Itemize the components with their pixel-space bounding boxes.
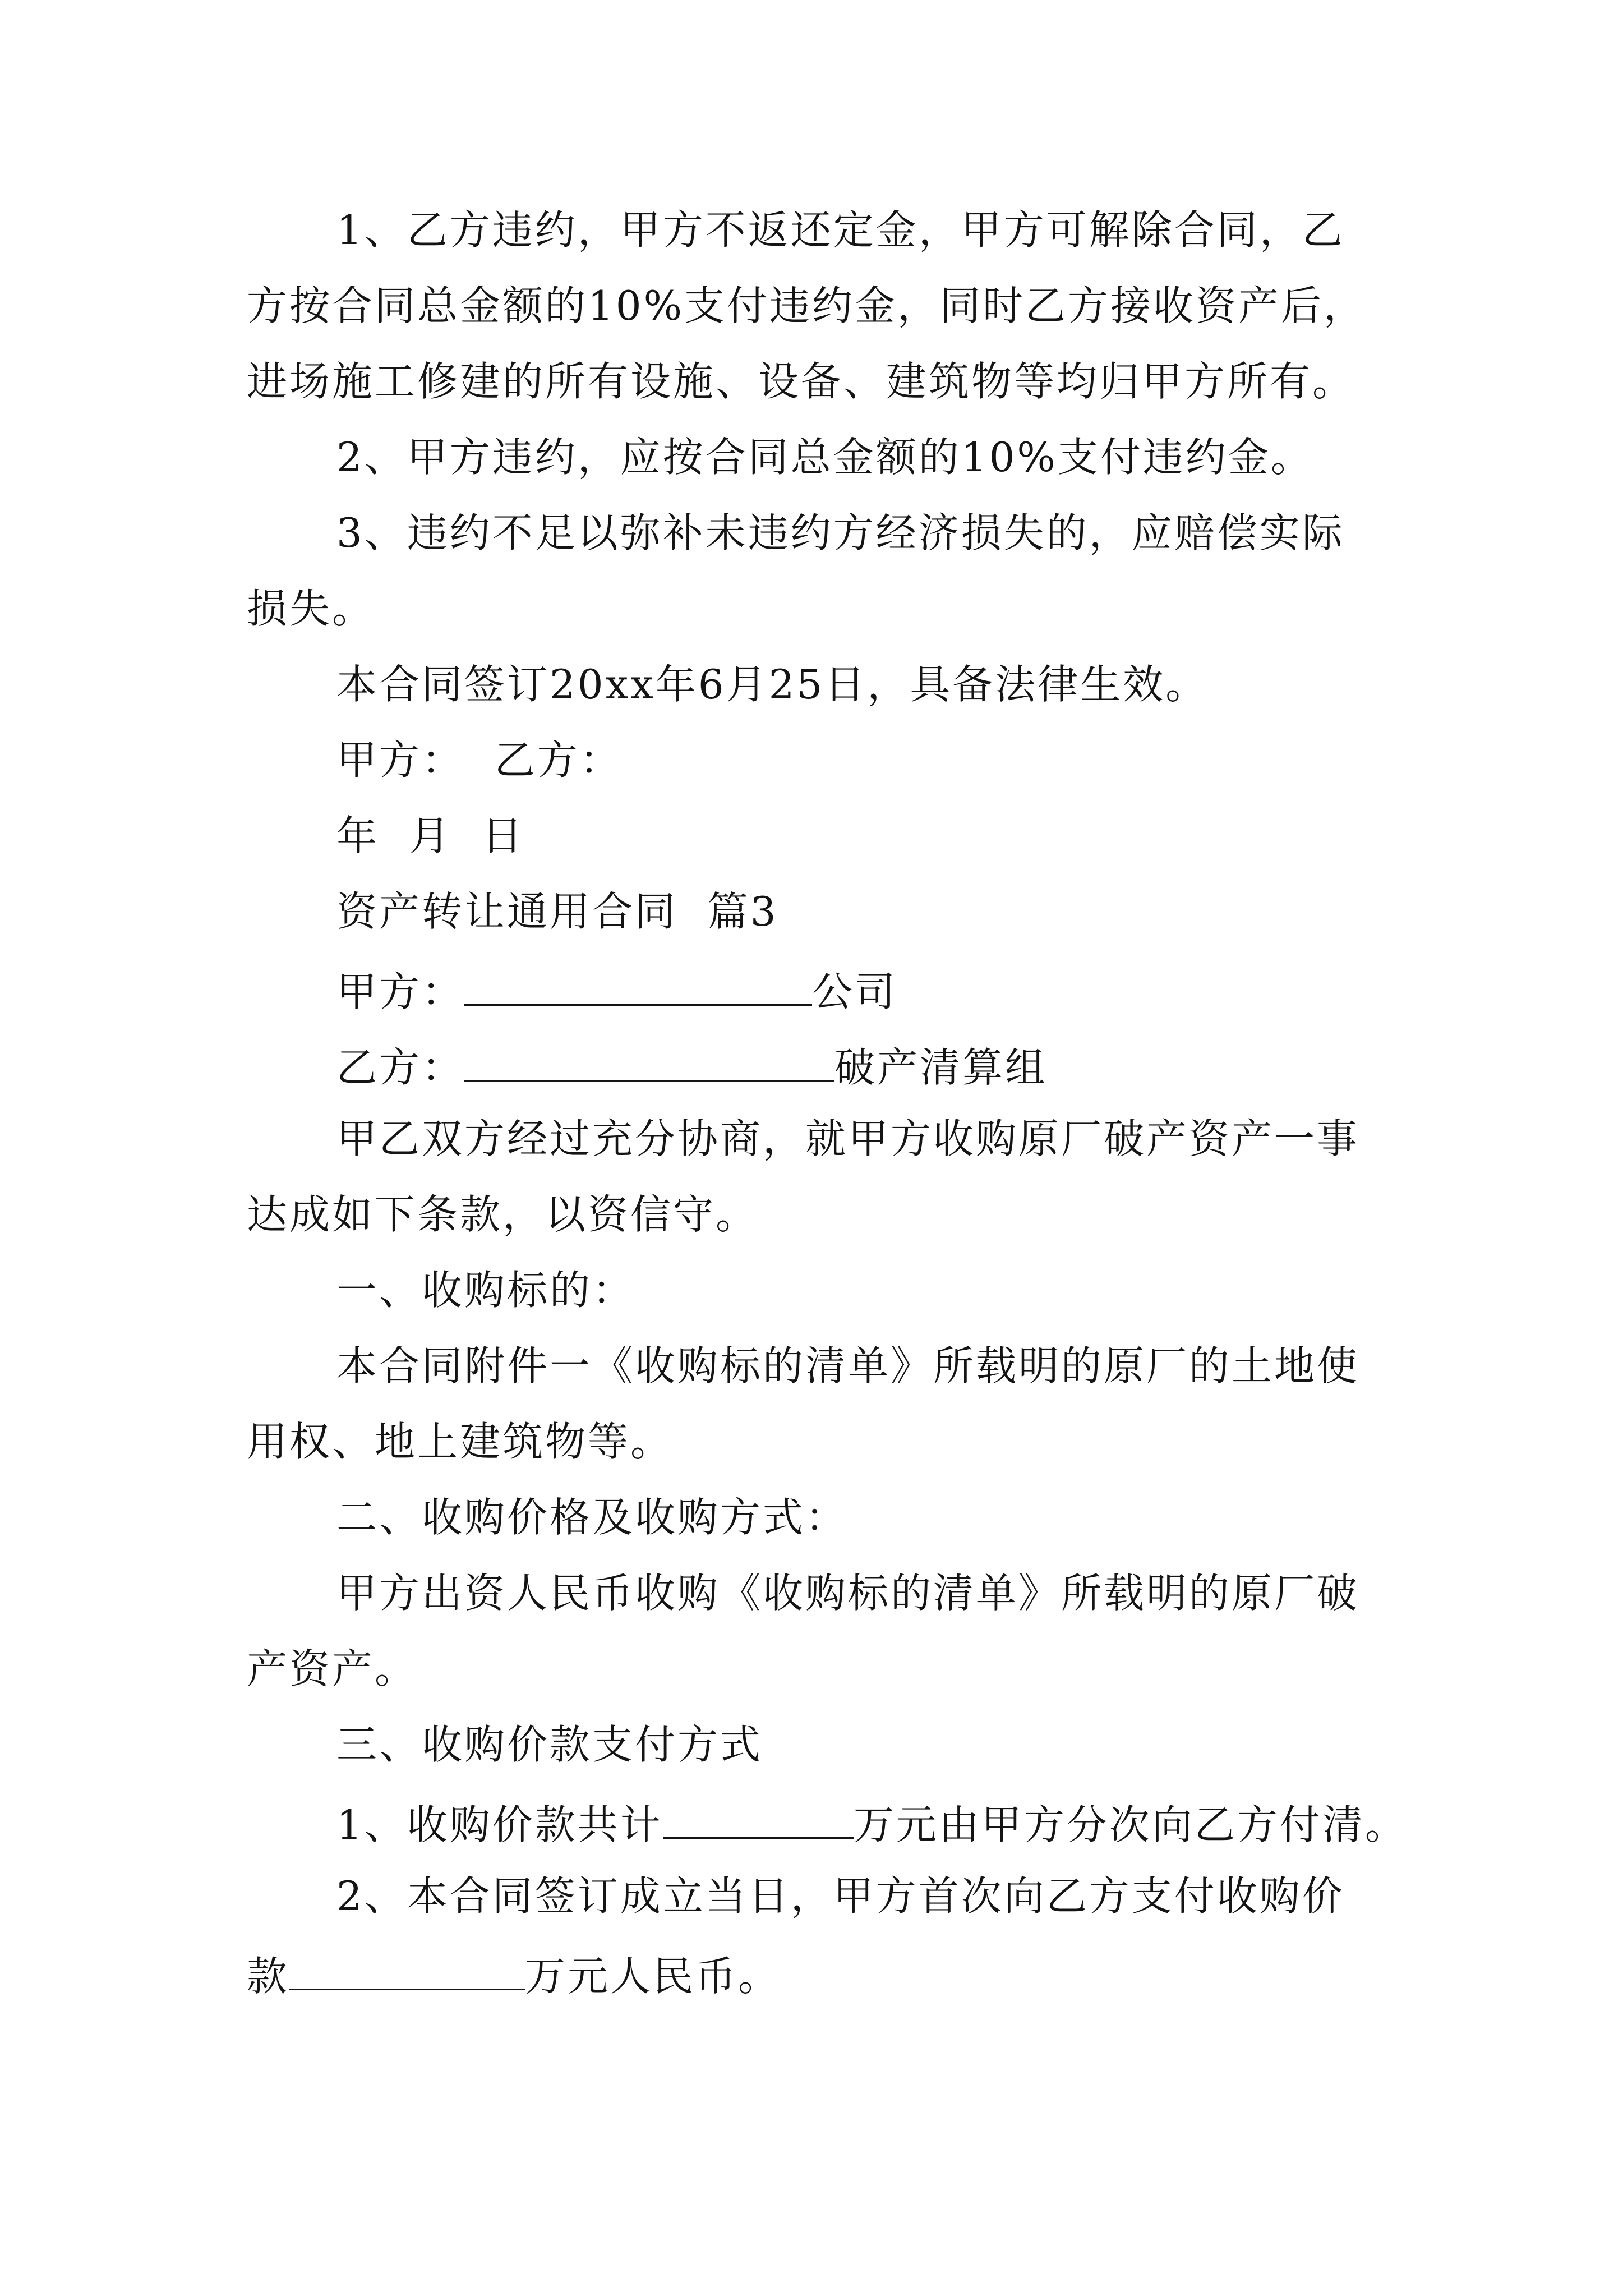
- paragraph-line: 本合同附件一《收购标的清单》所载明的原厂的土地使: [336, 1342, 1360, 1389]
- party-a-blank: [464, 959, 812, 1006]
- paragraph-line: 1、乙方违约，甲方不返还定金，甲方可解除合同，乙: [336, 206, 1345, 254]
- party-a-label: 甲方：: [336, 968, 465, 1015]
- signature-parties-line: 甲方： 乙方：: [336, 737, 623, 784]
- party-b-blank: [464, 1035, 834, 1082]
- party-b-line: [336, 1035, 1048, 1091]
- first-payment-blank: [289, 1944, 525, 1990]
- paragraph-line: 方按合同总金额的10%支付违约金，同时乙方接收资产后，: [247, 282, 1367, 329]
- party-a-line: [336, 959, 897, 1015]
- party-b-suffix: 破产清算组: [834, 1044, 1048, 1091]
- paragraph-line: 甲方出资人民币收购《收购标的清单》所载明的原厂破: [336, 1570, 1360, 1617]
- first-payment-prefix: 款: [247, 1953, 290, 2000]
- first-payment-suffix: 万元人民币。: [525, 1953, 781, 2000]
- paragraph-line: 甲乙双方经过充分协商，就甲方收购原厂破产资产一事: [336, 1115, 1360, 1162]
- signing-date-line: 本合同签订20xx年6月25日，具备法律生效。: [336, 661, 1209, 708]
- first-payment-line: [247, 1944, 781, 2000]
- paragraph-line: 用权、地上建筑物等。: [247, 1418, 674, 1465]
- section-heading: 一、收购标的：: [336, 1267, 635, 1314]
- payment-total-line: [336, 1792, 1408, 1848]
- payment-total-prefix: 1、收购价款共计: [336, 1801, 663, 1848]
- payment-total-suffix: 万元由甲方分次向乙方付清。: [853, 1801, 1408, 1848]
- section-heading: 二、收购价格及收购方式：: [336, 1494, 849, 1541]
- paragraph-line: 损失。: [247, 585, 375, 632]
- date-placeholder-line: 年 月 日: [336, 812, 525, 859]
- payment-total-blank: [663, 1792, 854, 1839]
- paragraph-line: 进场施工修建的所有设施、设备、建筑物等均归甲方所有。: [247, 358, 1355, 405]
- paragraph-line: 达成如下条款，以资信守。: [247, 1191, 759, 1238]
- paragraph-line: 2、本合同签订成立当日，甲方首次向乙方支付收购价: [336, 1872, 1345, 1920]
- section-heading: 三、收购价款支付方式: [336, 1721, 763, 1768]
- paragraph-line: 产资产。: [247, 1645, 418, 1692]
- paragraph-line: 2、甲方违约，应按合同总金额的10%支付违约金。: [336, 434, 1313, 481]
- party-a-suffix: 公司: [812, 968, 898, 1015]
- party-b-label: 乙方：: [336, 1044, 465, 1091]
- paragraph-line: 3、违约不足以弥补未违约方经济损失的，应赔偿实际: [336, 509, 1345, 556]
- section-title: 资产转让通用合同 篇3: [336, 888, 778, 935]
